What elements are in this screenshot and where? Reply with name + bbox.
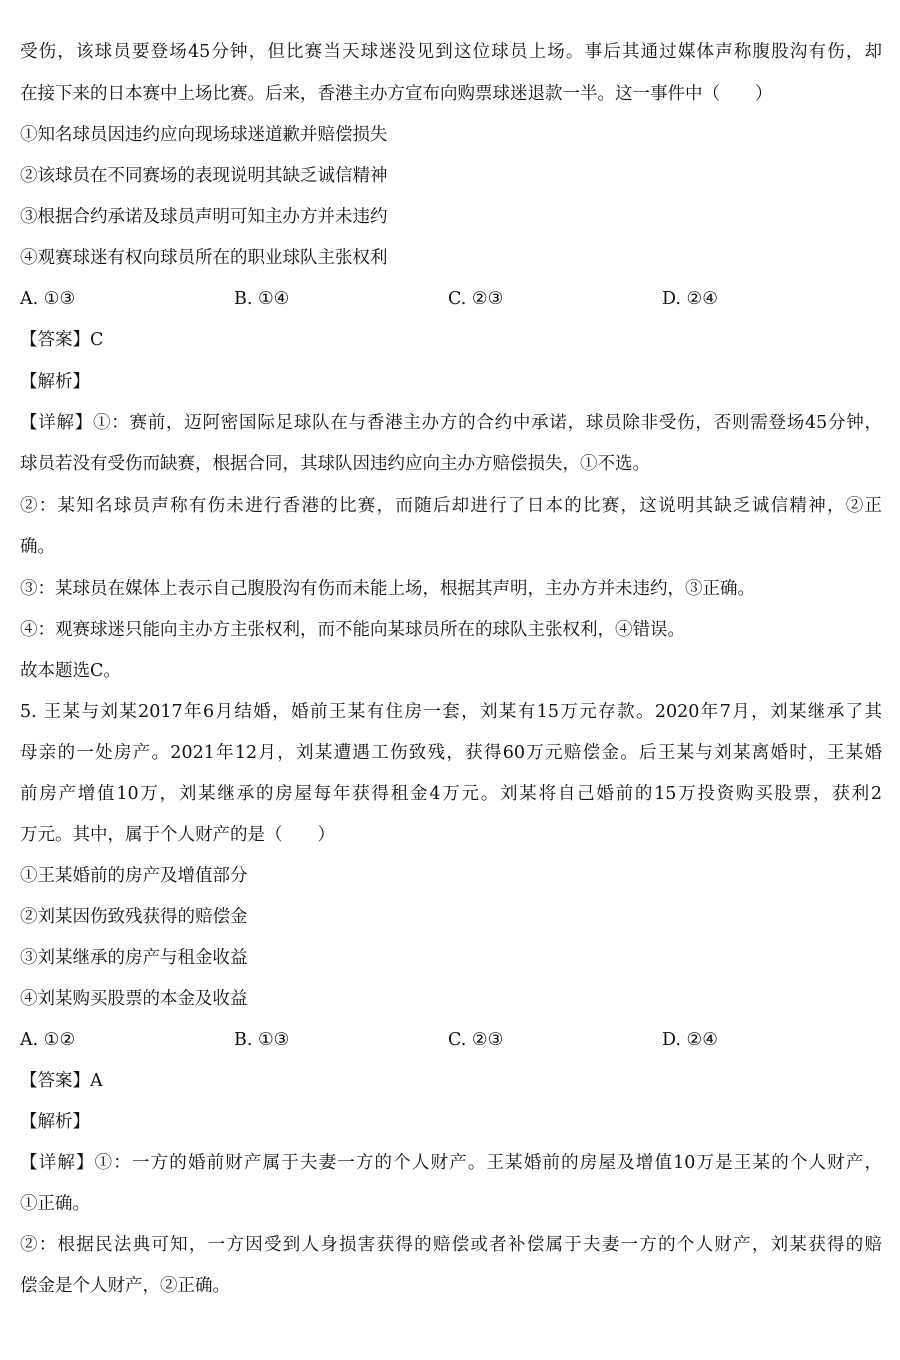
q4-answer: 【答案】C (20, 330, 104, 350)
q5-option-c: C. ②③ (448, 1030, 504, 1050)
q4-detail-line-3: ②：某知名球员声称有伤未进行香港的比赛，而随后却进行了日本的比赛，这说明其缺乏诚信精神，②正 (20, 496, 882, 516)
q4-detail-line-6: ④：观赛球迷只能向主办方主张权利，而不能向某球员所在的球队主张权利，④错误。 (20, 620, 685, 640)
q4-statement-3: ③根据合约承诺及球员声明可知主办方并未违约 (20, 207, 388, 227)
q5-detail-line-1: 【详解】①：一方的婚前财产属于夫妻一方的个人财产。王某婚前的房屋及增值10万是王某的个人财产， (20, 1153, 882, 1173)
q5-statement-3: ③刘某继承的房产与租金收益 (20, 948, 248, 968)
q5-stem-line-3: 前房产增值10万，刘某继承的房屋每年获得租金4万元。刘某将自己婚前的15万投资购买股票，获利2 (20, 784, 882, 804)
q5-stem-line-2: 母亲的一处房产。2021年12月，刘某遭遇工伤致残，获得60万元赔偿金。后王某与刘某离婚时，王某婚 (20, 743, 882, 763)
q5-options (20, 1028, 882, 1052)
q4-detail-line-4: 确。 (20, 537, 55, 557)
q5-detail-line-4: 偿金是个人财产，②正确。 (20, 1276, 230, 1296)
q4-option-d: D. ②④ (662, 289, 718, 309)
q4-stem-line-2: 在接下来的日本赛中上场比赛。后来，香港主办方宣布向购票球迷退款一半。这一事件中（ ） (20, 84, 773, 104)
q5-statement-1: ①王某婚前的房产及增值部分 (20, 866, 248, 886)
q4-detail-line-5: ③：某球员在媒体上表示自己腹股沟有伤而未能上场，根据其声明，主办方并未违约，③正确。 (20, 579, 755, 599)
q5-stem-line-1: 5. 王某与刘某2017年6月结婚，婚前王某有住房一套，刘某有15万元存款。2020年7月，刘某继承了其 (20, 702, 882, 722)
q5-detail-line-3: ②：根据民法典可知，一方因受到人身损害获得的赔偿或者补偿属于夫妻一方的个人财产，刘某获得的赔 (20, 1235, 882, 1255)
q5-option-a: A. ①② (20, 1030, 76, 1050)
q5-stem-line-4: 万元。其中，属于个人财产的是（ ） (20, 825, 335, 845)
q4-option-c: C. ②③ (448, 289, 504, 309)
q5-option-b: B. ①③ (234, 1030, 290, 1050)
q4-options (20, 287, 882, 311)
q4-analysis-label: 【解析】 (20, 372, 90, 392)
q4-statement-1: ①知名球员因违约应向现场球迷道歉并赔偿损失 (20, 125, 388, 145)
q4-detail-line-2: 球员若没有受伤而缺赛，根据合同，其球队因违约应向主办方赔偿损失，①不选。 (20, 454, 650, 474)
q5-analysis-label: 【解析】 (20, 1112, 90, 1132)
q4-option-b: B. ①④ (234, 289, 290, 309)
q4-stem-line-1: 受伤，该球员要登场45分钟，但比赛当天球迷没见到这位球员上场。事后其通过媒体声称腹股沟有伤，却 (20, 42, 882, 62)
q5-detail-line-2: ①正确。 (20, 1194, 90, 1214)
q5-statement-2: ②刘某因伤致残获得的赔偿金 (20, 907, 248, 927)
q5-answer: 【答案】A (20, 1071, 103, 1091)
q5-option-d: D. ②④ (662, 1030, 718, 1050)
q5-statement-4: ④刘某购买股票的本金及收益 (20, 989, 248, 1009)
q4-detail-line-1: 【详解】①：赛前，迈阿密国际足球队在与香港主办方的合约中承诺，球员除非受伤，否则需登场45分钟， (20, 413, 882, 433)
q4-option-a: A. ①③ (20, 289, 76, 309)
q4-conclusion: 故本题选C。 (20, 661, 121, 681)
q4-statement-2: ②该球员在不同赛场的表现说明其缺乏诚信精神 (20, 166, 388, 186)
q4-statement-4: ④观赛球迷有权向球员所在的职业球队主张权利 (20, 248, 388, 268)
